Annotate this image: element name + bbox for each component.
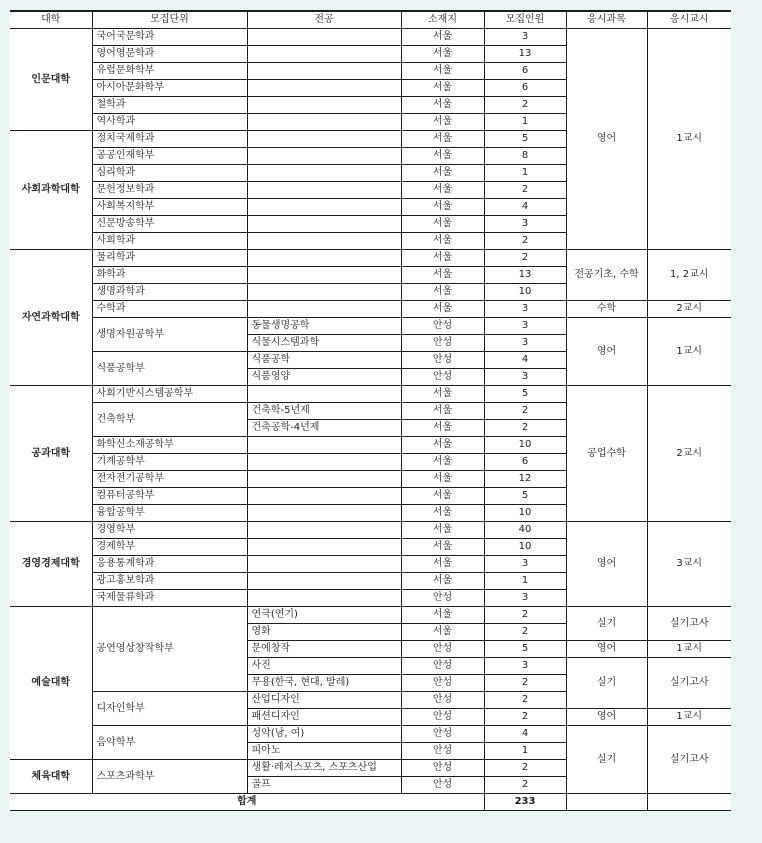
location-cell: 서울 (401, 454, 484, 471)
unit-cell: 전자전기공학부 (92, 471, 247, 488)
header-exam-subject: 응시과목 (566, 11, 647, 29)
unit-cell: 정치국제학과 (92, 131, 247, 148)
exam-subject-cell: 공업수학 (566, 386, 647, 522)
quota-cell: 1 (484, 743, 566, 760)
quota-cell: 2 (484, 777, 566, 794)
table-row (10, 250, 731, 267)
college-cell: 공과대학 (10, 386, 92, 522)
total-value: 233 (484, 794, 566, 811)
major-cell: 패션디자인 (247, 709, 401, 726)
exam-period-cell: 1교시 (647, 29, 731, 250)
header-exam-period: 응시교시 (647, 11, 731, 29)
major-cell (247, 250, 401, 267)
major-cell: 무용(한국, 현대, 발레) (247, 675, 401, 692)
exam-period-cell: 실기고사 (647, 726, 731, 794)
total-label: 합계 (10, 794, 484, 811)
location-cell: 서울 (401, 182, 484, 199)
college-cell: 경영경제대학 (10, 522, 92, 607)
unit-cell: 사회학과 (92, 233, 247, 250)
location-cell: 안성 (401, 318, 484, 335)
exam-subject-cell: 영어 (566, 641, 647, 658)
major-cell: 식품영양 (247, 369, 401, 386)
major-cell (247, 505, 401, 522)
quota-cell: 8 (484, 148, 566, 165)
major-cell: 사진 (247, 658, 401, 675)
table-row (10, 301, 731, 318)
major-cell (247, 233, 401, 250)
major-cell: 영화 (247, 624, 401, 641)
location-cell: 안성 (401, 760, 484, 777)
unit-cell: 광고홍보학과 (92, 573, 247, 590)
quota-cell: 5 (484, 386, 566, 403)
admission-quota-table (10, 10, 731, 811)
quota-cell: 3 (484, 216, 566, 233)
location-cell: 서울 (401, 556, 484, 573)
exam-subject-cell: 실기 (566, 726, 647, 794)
location-cell: 서울 (401, 386, 484, 403)
header-row (10, 11, 731, 29)
unit-cell: 건축학부 (92, 403, 247, 437)
quota-cell: 12 (484, 471, 566, 488)
quota-cell: 5 (484, 131, 566, 148)
unit-cell: 응용통계학과 (92, 556, 247, 573)
unit-cell: 역사학과 (92, 114, 247, 131)
quota-cell: 6 (484, 454, 566, 471)
quota-cell: 2 (484, 420, 566, 437)
quota-cell: 10 (484, 539, 566, 556)
exam-period-cell: 1교시 (647, 641, 731, 658)
major-cell: 성악(남, 여) (247, 726, 401, 743)
unit-cell: 신문방송학부 (92, 216, 247, 233)
location-cell: 서울 (401, 250, 484, 267)
unit-cell: 아시아문화학부 (92, 80, 247, 97)
location-cell: 서울 (401, 80, 484, 97)
major-cell (247, 148, 401, 165)
quota-cell: 2 (484, 760, 566, 777)
exam-subject-cell: 영어 (566, 29, 647, 250)
unit-cell: 화학과 (92, 267, 247, 284)
location-cell: 서울 (401, 63, 484, 80)
major-cell: 골프 (247, 777, 401, 794)
location-cell: 서울 (401, 114, 484, 131)
quota-cell: 2 (484, 692, 566, 709)
location-cell: 안성 (401, 658, 484, 675)
location-cell: 서울 (401, 233, 484, 250)
exam-period-cell (647, 794, 731, 811)
quota-cell: 10 (484, 505, 566, 522)
location-cell: 서울 (401, 284, 484, 301)
quota-cell: 5 (484, 641, 566, 658)
quota-cell: 2 (484, 97, 566, 114)
quota-cell: 13 (484, 46, 566, 63)
quota-cell: 3 (484, 590, 566, 607)
location-cell: 서울 (401, 522, 484, 539)
exam-period-cell: 실기고사 (647, 658, 731, 709)
quota-cell: 1 (484, 114, 566, 131)
header-major: 전공 (247, 11, 401, 29)
location-cell: 서울 (401, 420, 484, 437)
unit-cell: 경제학부 (92, 539, 247, 556)
location-cell: 서울 (401, 505, 484, 522)
location-cell: 서울 (401, 437, 484, 454)
total-row (10, 794, 731, 811)
major-cell: 피아노 (247, 743, 401, 760)
unit-cell: 공연영상창작학부 (92, 607, 247, 692)
exam-period-cell: 1교시 (647, 709, 731, 726)
header-quota: 모집인원 (484, 11, 566, 29)
location-cell: 서울 (401, 165, 484, 182)
major-cell (247, 165, 401, 182)
exam-period-cell: 1교시 (647, 318, 731, 386)
major-cell (247, 267, 401, 284)
major-cell (247, 301, 401, 318)
table-row (10, 607, 731, 624)
location-cell: 서울 (401, 131, 484, 148)
major-cell: 식품공학 (247, 352, 401, 369)
unit-cell: 식품공학부 (92, 352, 247, 386)
quota-cell: 4 (484, 199, 566, 216)
unit-cell: 화학신소재공학부 (92, 437, 247, 454)
unit-cell: 경영학부 (92, 522, 247, 539)
quota-cell: 10 (484, 437, 566, 454)
unit-cell: 스포츠과학부 (92, 760, 247, 794)
location-cell: 안성 (401, 641, 484, 658)
quota-cell: 5 (484, 488, 566, 505)
unit-cell: 유럽문화학부 (92, 63, 247, 80)
quota-cell: 2 (484, 709, 566, 726)
unit-cell: 컴퓨터공학부 (92, 488, 247, 505)
location-cell: 서울 (401, 29, 484, 46)
quota-cell: 3 (484, 29, 566, 46)
location-cell: 안성 (401, 369, 484, 386)
quota-cell: 6 (484, 80, 566, 97)
college-cell: 예술대학 (10, 607, 92, 760)
location-cell: 서울 (401, 148, 484, 165)
table-row (10, 522, 731, 539)
major-cell: 건축공학-4년제 (247, 420, 401, 437)
location-cell: 안성 (401, 590, 484, 607)
college-cell: 체육대학 (10, 760, 92, 794)
table-row (10, 726, 731, 743)
header-location: 소재지 (401, 11, 484, 29)
location-cell: 서울 (401, 539, 484, 556)
quota-cell: 1 (484, 573, 566, 590)
location-cell: 안성 (401, 352, 484, 369)
major-cell: 생활·레저스포츠, 스포츠산업 (247, 760, 401, 777)
unit-cell: 문헌정보학과 (92, 182, 247, 199)
major-cell (247, 488, 401, 505)
quota-cell: 3 (484, 556, 566, 573)
quota-cell: 40 (484, 522, 566, 539)
exam-subject-cell: 영어 (566, 522, 647, 607)
major-cell (247, 590, 401, 607)
location-cell: 서울 (401, 301, 484, 318)
college-cell: 사회과학대학 (10, 131, 92, 250)
major-cell (247, 386, 401, 403)
quota-cell: 13 (484, 267, 566, 284)
major-cell (247, 46, 401, 63)
unit-cell: 수학과 (92, 301, 247, 318)
unit-cell: 국제물류학과 (92, 590, 247, 607)
exam-period-cell: 1, 2교시 (647, 250, 731, 301)
major-cell (247, 437, 401, 454)
header-college: 대학 (10, 11, 92, 29)
exam-subject-cell: 수학 (566, 301, 647, 318)
exam-period-cell: 2교시 (647, 301, 731, 318)
location-cell: 서울 (401, 267, 484, 284)
major-cell (247, 199, 401, 216)
unit-cell: 심리학과 (92, 165, 247, 182)
unit-cell: 사회복지학부 (92, 199, 247, 216)
quota-cell: 2 (484, 675, 566, 692)
location-cell: 서울 (401, 607, 484, 624)
table-body (10, 29, 731, 811)
unit-cell: 생명과학과 (92, 284, 247, 301)
unit-cell: 사회기반시스템공학부 (92, 386, 247, 403)
header-unit: 모집단위 (92, 11, 247, 29)
major-cell (247, 97, 401, 114)
exam-subject-cell: 실기 (566, 607, 647, 641)
unit-cell: 디자인학부 (92, 692, 247, 726)
quota-cell: 2 (484, 233, 566, 250)
location-cell: 서울 (401, 216, 484, 233)
table-header (10, 11, 731, 29)
table-row (10, 318, 731, 335)
college-cell: 자연과학대학 (10, 250, 92, 386)
unit-cell: 공공인재학부 (92, 148, 247, 165)
exam-subject-cell: 전공기초, 수학 (566, 250, 647, 301)
quota-cell: 2 (484, 250, 566, 267)
major-cell (247, 114, 401, 131)
major-cell (247, 471, 401, 488)
major-cell (247, 131, 401, 148)
location-cell: 서울 (401, 471, 484, 488)
location-cell: 안성 (401, 675, 484, 692)
exam-subject-cell: 실기 (566, 658, 647, 709)
quota-cell: 3 (484, 658, 566, 675)
major-cell: 식물시스템과학 (247, 335, 401, 352)
major-cell (247, 216, 401, 233)
quota-cell: 3 (484, 369, 566, 386)
location-cell: 서울 (401, 46, 484, 63)
major-cell (247, 29, 401, 46)
location-cell: 서울 (401, 624, 484, 641)
exam-subject-cell (566, 794, 647, 811)
quota-cell: 1 (484, 165, 566, 182)
location-cell: 안성 (401, 777, 484, 794)
quota-cell: 6 (484, 63, 566, 80)
major-cell (247, 63, 401, 80)
table-row (10, 29, 731, 46)
unit-cell: 음악학부 (92, 726, 247, 760)
exam-subject-cell: 영어 (566, 709, 647, 726)
major-cell (247, 80, 401, 97)
location-cell: 안성 (401, 335, 484, 352)
major-cell (247, 284, 401, 301)
unit-cell: 융합공학부 (92, 505, 247, 522)
quota-cell: 10 (484, 284, 566, 301)
location-cell: 안성 (401, 743, 484, 760)
unit-cell: 생명자원공학부 (92, 318, 247, 352)
exam-period-cell: 3교시 (647, 522, 731, 607)
quota-cell: 3 (484, 318, 566, 335)
location-cell: 서울 (401, 403, 484, 420)
exam-period-cell: 2교시 (647, 386, 731, 522)
location-cell: 안성 (401, 692, 484, 709)
major-cell (247, 556, 401, 573)
major-cell (247, 522, 401, 539)
major-cell: 연극(연기) (247, 607, 401, 624)
location-cell: 서울 (401, 199, 484, 216)
unit-cell: 물리학과 (92, 250, 247, 267)
quota-cell: 2 (484, 403, 566, 420)
location-cell: 안성 (401, 709, 484, 726)
quota-cell: 4 (484, 726, 566, 743)
location-cell: 서울 (401, 573, 484, 590)
location-cell: 안성 (401, 726, 484, 743)
unit-cell: 기계공학부 (92, 454, 247, 471)
major-cell (247, 573, 401, 590)
college-cell: 인문대학 (10, 29, 92, 131)
major-cell: 건축학-5년제 (247, 403, 401, 420)
quota-cell: 3 (484, 335, 566, 352)
major-cell (247, 454, 401, 471)
quota-cell: 3 (484, 301, 566, 318)
exam-period-cell: 실기고사 (647, 607, 731, 641)
unit-cell: 철학과 (92, 97, 247, 114)
major-cell (247, 182, 401, 199)
unit-cell: 국어국문학과 (92, 29, 247, 46)
unit-cell: 영어영문학과 (92, 46, 247, 63)
major-cell: 동물생명공학 (247, 318, 401, 335)
major-cell: 문예창작 (247, 641, 401, 658)
location-cell: 서울 (401, 97, 484, 114)
quota-cell: 2 (484, 624, 566, 641)
major-cell (247, 539, 401, 556)
exam-subject-cell: 영어 (566, 318, 647, 386)
major-cell: 산업디자인 (247, 692, 401, 709)
quota-cell: 2 (484, 607, 566, 624)
location-cell: 서울 (401, 488, 484, 505)
quota-cell: 2 (484, 182, 566, 199)
quota-cell: 4 (484, 352, 566, 369)
table-row (10, 386, 731, 403)
